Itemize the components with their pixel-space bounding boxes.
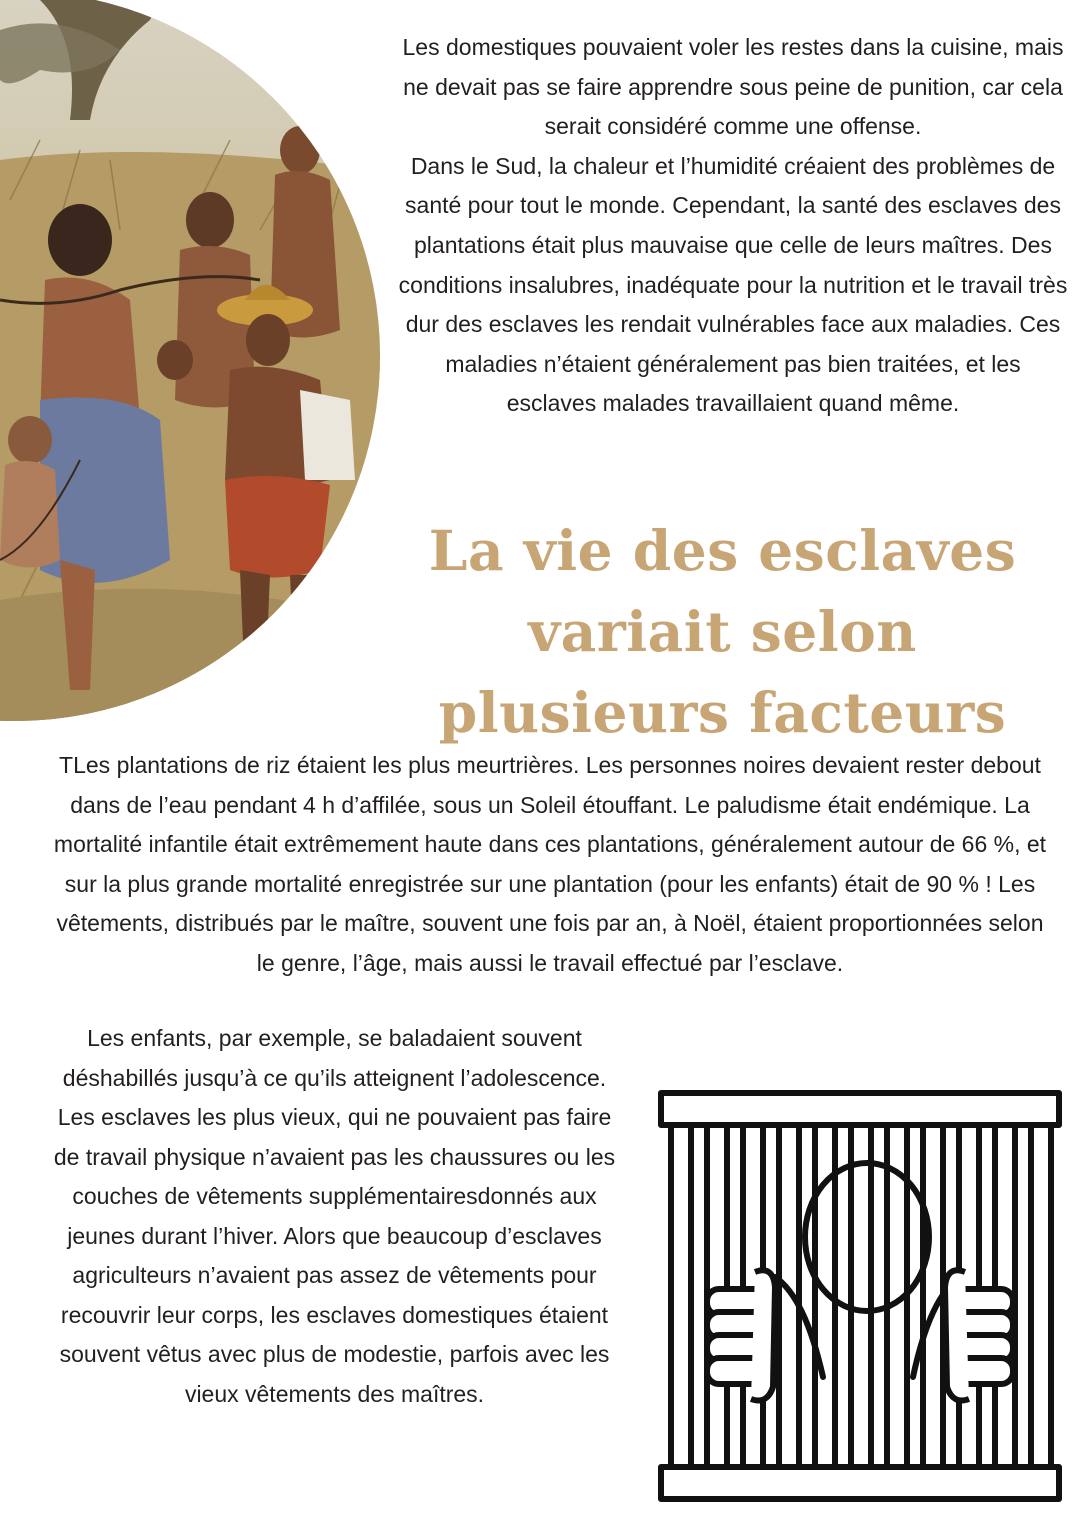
paragraph-rice-plantations: TLes plantations de riz étaient les plus meurtrières. Les personnes noires devaient rester debout dans de l’eau pendant 4 h d’affilée, sous un Soleil étouffant. Le paludisme était endémique. La mortalité infantile était extrêmement haute dans ces plantations, généralement autour de 66 %, et sur la plus grande mortalité enregistrée sur une plantation (pour les enfants) était de 90 % ! Les vêtements, distribués par le maître, souvent une fois par an, à Noël, étaient proportionnées selon le genre, l’âge, mais aussi le travail effectué par l’esclave. bbox=[53, 752, 1047, 976]
section-title: La vie des esclaves variait selon plusieurs facteurs bbox=[428, 518, 1017, 745]
prison-bars-icon bbox=[655, 1087, 1065, 1507]
paragraph-clothing: Les enfants, par exemple, se baladaient souvent déshabillés jusqu’à ce qu’ils atteignent l’adolescence. Les esclaves les plus vieux, qui ne pouvaient pas faire de travail physique n’avaient pas les chaussures ou les couches de vêtements supplémentairesdonnés aux jeunes durant l’hiver. Alors que beaucoup d’esclaves agriculteurs n’avaient pas assez de vêtements pour recouvrir leur corps, les esclaves domestiques étaient souvent vêtus avec plus de modestie, parfois avec les vieux vêtements des maîtres. bbox=[53, 1025, 616, 1407]
prison-bars-graphic bbox=[655, 1087, 1065, 1507]
paragraph-health: Dans le Sud, la chaleur et l’humidité créaient des problèmes de santé pour tout le monde. Cependant, la santé des esclaves des plantations était plus mauvaise que celle de leurs maîtres. Des conditions insalubres, inadéquate pour la nutrition et le travail très dur des esclaves les rendait vulnérables face aux maladies. Ces maladies n’étaient généralement pas bien traitées, et les esclaves malades travaillaient quand même. bbox=[398, 152, 1068, 417]
historical-illustration bbox=[0, 0, 380, 730]
paragraph-domestics: Les domestiques pouvaient voler les restes dans la cuisine, mais ne devait pas se faire apprendre sous peine de punition, car cela serait considéré comme une offense. bbox=[402, 34, 1064, 140]
intro-text-block bbox=[398, 28, 1068, 424]
illustration-art bbox=[0, 0, 380, 730]
